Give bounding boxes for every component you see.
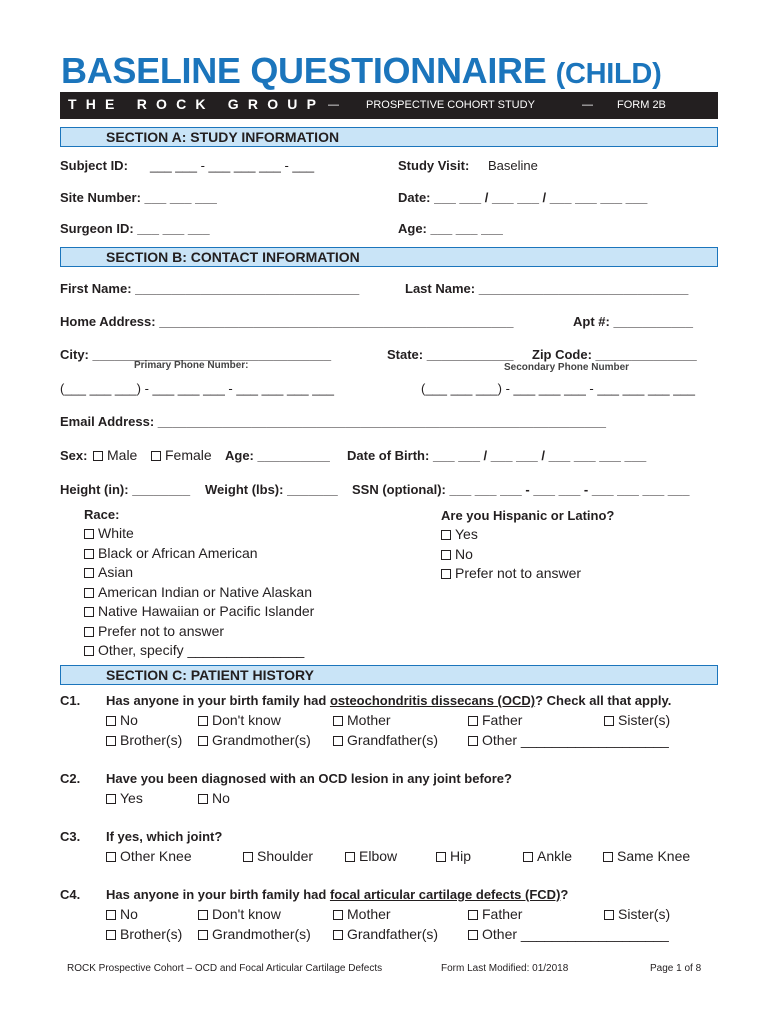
form-id: FORM 2B (617, 99, 666, 111)
sex-male-option[interactable] (93, 447, 137, 463)
race-option-label: Asian (98, 564, 134, 580)
c3-option[interactable] (345, 848, 397, 864)
primary-phone-field[interactable]: (___ ___ ___) - ___ ___ ___ - ___ ___ ___ ___ (60, 381, 334, 396)
section-a-title: SECTION A: STUDY INFORMATION (106, 129, 340, 145)
c4-option[interactable] (604, 906, 670, 922)
c1-option[interactable] (198, 712, 281, 728)
sex-label: Sex: (60, 448, 88, 463)
c4-option-label: Other ___________________ (482, 926, 669, 942)
subject-id-label: Subject ID: (60, 158, 128, 173)
c4-option-label: Don't know (212, 906, 281, 922)
c4-option-label: No (120, 906, 138, 922)
c1-option[interactable] (333, 712, 391, 728)
hispanic-option[interactable] (441, 526, 478, 542)
c4-question (106, 887, 568, 902)
checkbox-icon[interactable] (84, 646, 94, 656)
hispanic-option-label: Prefer not to answer (455, 565, 582, 581)
race-option-label: Prefer not to answer (98, 622, 225, 639)
checkbox-icon[interactable] (106, 716, 116, 726)
c4-option-label: Father (482, 906, 523, 922)
hispanic-option[interactable] (441, 546, 473, 562)
c4-question-term: focal articular cartilage defects (FCD) (329, 887, 561, 902)
section-c-title: SECTION C: PATIENT HISTORY (106, 667, 314, 683)
checkbox-icon[interactable] (106, 852, 116, 862)
subject-id-field[interactable]: ___ ___ - ___ ___ ___ - ___ (150, 158, 315, 173)
footer-page: Page 1 of 8 (650, 963, 702, 974)
c3-question: If yes, which joint? (106, 829, 223, 844)
c1-question-term: osteochondritis dissecans (OCD) (329, 693, 536, 708)
c1-option-label: Grandmother(s) (212, 732, 311, 748)
checkbox-icon[interactable] (468, 736, 478, 746)
section-c-header (60, 665, 718, 685)
study-name: PROSPECTIVE COHORT STUDY (366, 99, 535, 111)
checkbox-icon[interactable] (106, 736, 116, 746)
checkbox-icon[interactable] (333, 716, 343, 726)
c1-option[interactable] (468, 732, 669, 748)
race-label: Race: (84, 507, 120, 522)
c4-option[interactable] (468, 926, 669, 942)
c4-option[interactable] (333, 926, 438, 942)
c1-option-label: Brother(s) (120, 732, 183, 748)
checkbox-icon[interactable] (84, 627, 94, 637)
hispanic-option[interactable] (441, 565, 581, 581)
race-option-label: Other, specify _______________ (98, 642, 305, 658)
height-field[interactable]: Height (in): ________ (60, 482, 191, 497)
secondary-phone-label: Secondary Phone Number (504, 362, 630, 373)
c2-option[interactable] (198, 790, 230, 806)
checkbox-icon[interactable] (84, 588, 94, 598)
first-name-field[interactable]: First Name: _______________________________ (60, 281, 360, 296)
checkbox-icon[interactable] (243, 852, 253, 862)
c1-option-label: Other ___________________ (482, 732, 669, 748)
city-field[interactable]: City: _________________________________ (60, 347, 332, 362)
c1-option[interactable] (198, 732, 311, 748)
c1-option-label: Mother (347, 712, 391, 728)
state-field[interactable]: State: ____________ (387, 347, 514, 362)
weight-field[interactable]: Weight (lbs): _______ (205, 482, 338, 497)
race-option[interactable] (84, 525, 134, 541)
checkbox-icon[interactable] (106, 930, 116, 940)
c1-option-label: Sister(s) (618, 712, 671, 728)
c3-option[interactable] (106, 848, 192, 864)
checkbox-icon[interactable] (604, 716, 614, 726)
checkbox-icon[interactable] (603, 852, 613, 862)
c3-option-label: Elbow (359, 848, 398, 864)
ssn-field[interactable]: SSN (optional): ___ ___ ___ - ___ ___ - ___ ___ ___ ___ (352, 482, 690, 497)
date-field[interactable]: Date: ___ ___ / ___ ___ / ___ ___ ___ ___ (398, 190, 648, 205)
race-option-label: Native Hawaiian or Pacific Islander (98, 603, 315, 619)
section-a-header (60, 127, 718, 147)
checkbox-icon[interactable] (333, 910, 343, 920)
c1-option-label: Grandfather(s) (347, 732, 439, 748)
c3-option[interactable] (523, 848, 572, 864)
checkbox-icon[interactable] (436, 852, 446, 862)
race-option[interactable] (84, 564, 133, 580)
c1-question-post: ? Check all that apply. (535, 693, 672, 708)
c1-option-label: Don't know (212, 712, 281, 728)
c3-option-label: Same Knee (617, 848, 691, 864)
checkbox-icon[interactable] (441, 530, 451, 540)
section-b-header (60, 247, 718, 267)
c1-option-label: No (120, 712, 138, 728)
c1-option[interactable] (468, 712, 522, 728)
c2-option[interactable] (106, 790, 143, 806)
footer-study: ROCK Prospective Cohort – OCD and Focal Articular Cartilage Defects (67, 963, 383, 974)
c4-option-label: Mother (347, 906, 391, 922)
study-visit-value: Baseline (488, 158, 538, 173)
c1-question (106, 693, 671, 708)
c2-question: Have you been diagnosed with an OCD lesion in any joint before? (106, 771, 512, 786)
checkbox-icon[interactable] (106, 910, 116, 920)
checkbox-icon[interactable] (441, 569, 451, 579)
c1-option[interactable] (106, 712, 138, 728)
race-option[interactable] (84, 623, 224, 639)
secondary-phone-field[interactable]: (___ ___ ___) - ___ ___ ___ - ___ ___ ___ ___ (421, 381, 695, 396)
c2-option-label: Yes (120, 790, 143, 806)
checkbox-icon[interactable] (84, 607, 94, 617)
sex-female-option[interactable] (151, 447, 212, 463)
site-number-field[interactable]: Site Number: ___ ___ ___ (60, 190, 217, 205)
header-dash-2: — (582, 99, 593, 111)
age-field[interactable]: Age: ___ ___ ___ (398, 221, 503, 236)
c4-option[interactable] (106, 926, 182, 942)
checkbox-icon[interactable] (468, 716, 478, 726)
home-address-field[interactable]: Home Address: _________________________________________________ (60, 314, 514, 329)
checkbox-icon[interactable] (198, 794, 208, 804)
surgeon-id-field[interactable]: Surgeon ID: ___ ___ ___ (60, 221, 210, 236)
c3-option-label: Hip (450, 848, 472, 864)
checkbox-icon[interactable] (523, 852, 533, 862)
c2-option-label: No (212, 790, 230, 806)
checkbox-icon[interactable] (84, 549, 94, 559)
org-name: THE ROCK GROUP (68, 96, 326, 112)
checkbox-icon[interactable] (106, 794, 116, 804)
c1-option[interactable] (333, 732, 438, 748)
zip-field[interactable]: Zip Code: ______________ (532, 347, 697, 362)
dob-field[interactable]: Date of Birth: ___ ___ / ___ ___ / ___ ___ ___ ___ (347, 448, 647, 463)
race-option[interactable] (84, 603, 314, 619)
race-option-label: White (98, 525, 134, 541)
hispanic-option-label: No (455, 545, 473, 562)
c4-option[interactable] (106, 906, 138, 922)
c3-option[interactable] (603, 848, 690, 864)
c4-option[interactable] (198, 906, 281, 922)
c4-option-label: Sister(s) (618, 906, 671, 922)
checkbox-icon[interactable] (604, 910, 614, 920)
c4-option[interactable] (468, 906, 522, 922)
checkbox-icon[interactable] (93, 451, 103, 461)
hispanic-label: Are you Hispanic or Latino? (441, 508, 615, 523)
email-field[interactable]: Email Address: ______________________________________________________________ (60, 414, 607, 429)
c4-option-label: Brother(s) (120, 926, 183, 942)
c1-option-label: Father (482, 712, 523, 728)
c4-option-label: Grandfather(s) (347, 926, 439, 942)
c4-option[interactable] (333, 906, 391, 922)
c1-number: C1. (60, 693, 81, 708)
c4-number: C4. (60, 887, 81, 902)
checkbox-icon[interactable] (84, 568, 94, 578)
study-visit-label: Study Visit: (398, 158, 470, 173)
c3-number: C3. (60, 829, 81, 844)
sex-female-label: Female (165, 447, 212, 463)
c3-option[interactable] (243, 848, 313, 864)
form-title (61, 50, 661, 92)
checkbox-icon[interactable] (198, 736, 208, 746)
checkbox-icon[interactable] (333, 736, 343, 746)
title-main: BASELINE QUESTIONNAIRE (61, 50, 547, 91)
c4-question-post: ? (560, 887, 569, 902)
sex-male-label: Male (107, 447, 138, 463)
checkbox-icon[interactable] (333, 930, 343, 940)
checkbox-icon[interactable] (151, 451, 161, 461)
c4-question-pre: Has anyone in your birth family had (106, 887, 330, 902)
checkbox-icon[interactable] (441, 550, 451, 560)
header-dash-1: — (328, 99, 339, 111)
hispanic-option-label: Yes (455, 526, 478, 542)
c3-option-label: Shoulder (257, 848, 314, 864)
checkbox-icon[interactable] (84, 529, 94, 539)
checkbox-icon[interactable] (468, 910, 478, 920)
c1-option[interactable] (106, 732, 182, 748)
last-name-field[interactable]: Last Name: _____________________________ (405, 281, 689, 296)
header-bar (60, 92, 718, 119)
footer-modified: Form Last Modified: 01/2018 (441, 963, 569, 974)
checkbox-icon[interactable] (345, 852, 355, 862)
apt-field[interactable]: Apt #: ___________ (573, 314, 693, 329)
c1-question-pre: Has anyone in your birth family had (106, 693, 330, 708)
title-paren: (CHILD) (555, 58, 662, 90)
c3-option-label: Other Knee (120, 848, 192, 864)
race-option-label: American Indian or Native Alaskan (98, 583, 312, 600)
checkbox-icon[interactable] (468, 930, 478, 940)
c3-option-label: Ankle (537, 848, 573, 864)
checkbox-icon[interactable] (198, 716, 208, 726)
race-option[interactable] (84, 642, 304, 658)
checkbox-icon[interactable] (198, 930, 208, 940)
race-option[interactable] (84, 545, 258, 561)
primary-phone-label: Primary Phone Number: (134, 360, 249, 371)
age-contact-field[interactable]: Age: __________ (225, 448, 330, 463)
race-option[interactable] (84, 584, 312, 600)
c2-number: C2. (60, 771, 81, 786)
checkbox-icon[interactable] (198, 910, 208, 920)
c3-option[interactable] (436, 848, 471, 864)
race-option-label: Black or African American (98, 544, 258, 561)
c4-option-label: Grandmother(s) (212, 926, 311, 942)
section-b-title: SECTION B: CONTACT INFORMATION (106, 249, 360, 265)
c1-option[interactable] (604, 712, 670, 728)
c4-option[interactable] (198, 926, 311, 942)
